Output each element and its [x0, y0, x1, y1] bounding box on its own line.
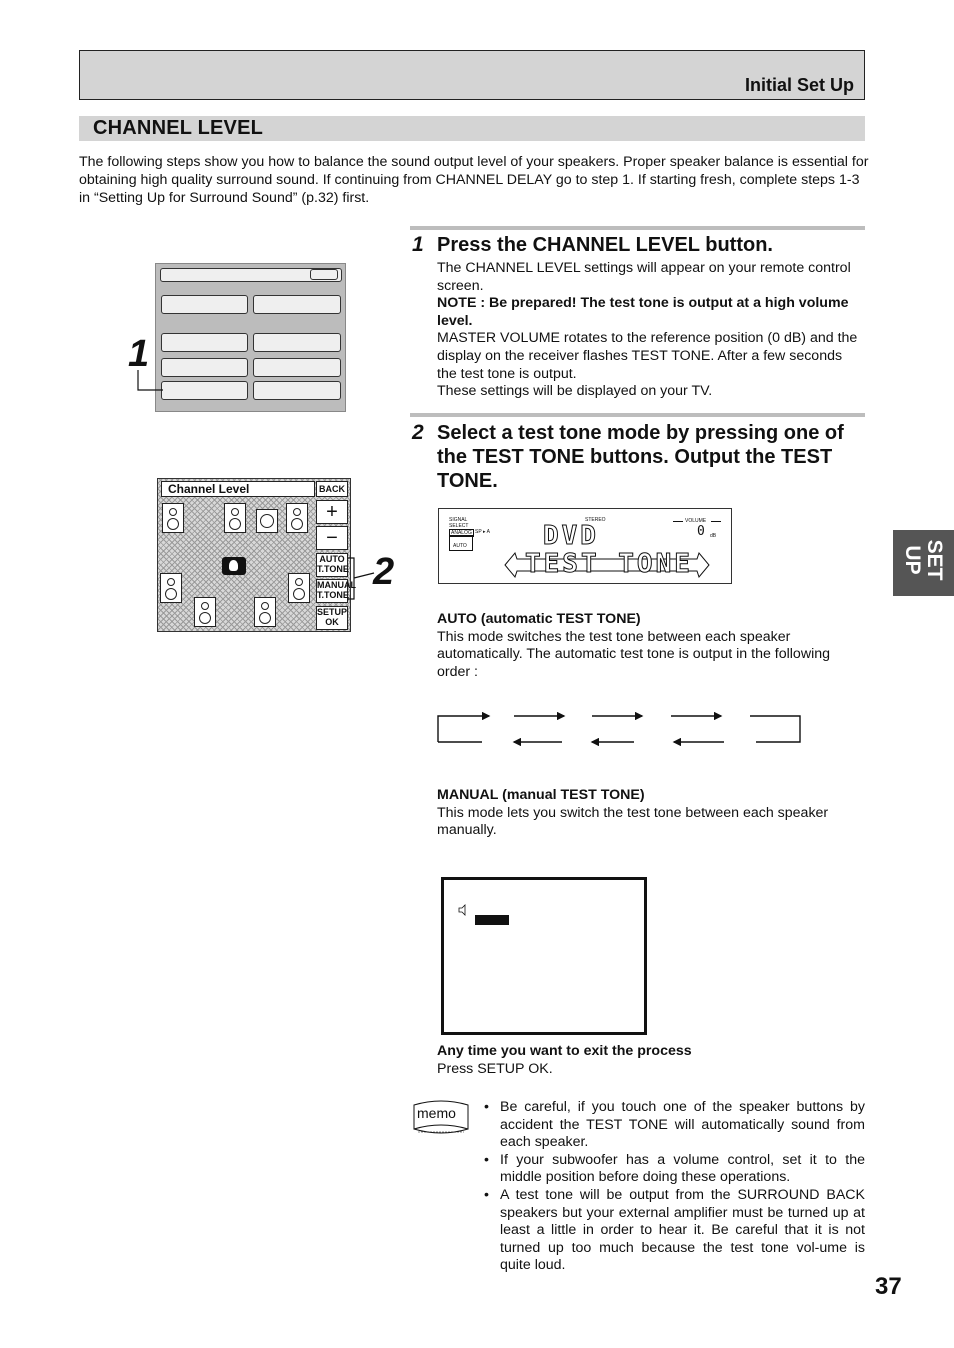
remote-button: [253, 295, 341, 314]
lcd-analog: ANALOG: [451, 530, 472, 536]
auto-heading: AUTO (automatic TEST TONE): [437, 611, 641, 627]
auto-label-1: AUTO: [319, 554, 345, 564]
memo-item: • Be careful, if you touch one of the speaker buttons by accident the TEST TONE will automatically sound from each speaker.: [484, 1099, 865, 1152]
channel-level-button: [161, 381, 248, 400]
speaker-small-icon: [458, 904, 468, 916]
setup-label-2: OK: [325, 617, 339, 627]
intro-text: The following steps show you how to balance the sound output level of your speakers. Proper speaker balance is essential for obtaining high quality surround sound. If continuing from CHANNEL DELAY go to step 1. If starting fresh, complete steps 1-3 in “Setting Up for Surround Sound” (p.32) first.: [79, 154, 869, 206]
screen-title: Channel Level: [168, 482, 250, 496]
tv-screen-illustration: [441, 877, 647, 1035]
side-tab-setup: [893, 530, 954, 596]
setup-ok-button: [316, 606, 348, 630]
speaker-icon: [288, 573, 310, 603]
minus-button: −: [316, 526, 348, 550]
screen-title-bar: [161, 481, 315, 497]
manual-section: [437, 787, 865, 840]
memo-item: • If your subwoofer has a volume control, set it to the middle position before doing these operations.: [484, 1152, 865, 1187]
remote-button: [161, 358, 248, 377]
receiver-display: [438, 508, 732, 584]
step1-body: [437, 260, 865, 401]
section-title: CHANNEL LEVEL: [93, 117, 264, 139]
speaker-icon: [286, 503, 308, 533]
memo-list: [484, 1099, 865, 1275]
manual-label-1: MANUAL: [317, 580, 356, 590]
manual-text: This mode lets you switch the test tone between each speaker manually.: [437, 804, 829, 839]
speaker-icon: [160, 573, 182, 603]
lcd-auto: AUTO: [453, 543, 467, 549]
memo-item: • A test tone will be output from the SURROUND BACK speakers but your external amplifier must be turned up at least a little in order to hear it. Be careful that it is not turned up too much because the test tone vol-ume is quite loud.: [484, 1187, 865, 1275]
manual-test-tone-button: [316, 579, 356, 603]
auto-label-2: T.TONE: [317, 564, 349, 574]
manual-heading: MANUAL (manual TEST TONE): [437, 787, 645, 803]
step1-p2: MASTER VOLUME rotates to the reference position (0 dB) and the display on the receiver flashes TEST TONE. After a few seconds the test tone is output.: [437, 330, 858, 382]
page-number: 37: [875, 1273, 902, 1300]
step1-p3: These settings will be displayed on your TV.: [437, 383, 713, 400]
exit-text: Press SETUP OK.: [437, 1060, 553, 1077]
step1-title: Press the CHANNEL LEVEL button.: [437, 234, 773, 256]
lcd-db: dB: [710, 533, 717, 539]
step2-rule: [410, 413, 865, 417]
setup-label-1: SETUP: [317, 607, 348, 617]
speaker-icon: [224, 503, 246, 533]
step1-note: NOTE : Be prepared! The test tone is output at a high volume level.: [437, 295, 849, 329]
exit-section: [437, 1043, 865, 1078]
callout-2: 2: [373, 551, 395, 593]
remote-button: [253, 333, 341, 352]
memo-icon: [412, 1099, 470, 1135]
lcd-line2: TEST TONE: [525, 549, 693, 579]
subwoofer-icon: [256, 509, 278, 533]
remote-button: [253, 381, 341, 400]
auto-text: This mode switches the test tone between each speaker automatically. The automatic test tone is output in the following order :: [437, 628, 831, 680]
speaker-icon: [254, 597, 276, 627]
step1-p1: The CHANNEL LEVEL settings will appear on your remote control screen.: [437, 260, 851, 294]
memo-label: memo: [417, 1105, 456, 1121]
lcd-signal-select: SIGNAL SELECT: [449, 517, 469, 529]
exit-heading: Any time you want to exit the process: [437, 1043, 692, 1059]
listener-icon: [222, 557, 246, 575]
side-tab-label: SET UP: [901, 539, 946, 581]
step2-number: 2: [412, 421, 424, 444]
callout-2-brace: [346, 555, 376, 605]
callout-1-line: [135, 370, 165, 400]
remote-button: [161, 295, 248, 314]
header-bar: [79, 50, 865, 100]
lcd-volume-value: 0: [697, 524, 705, 539]
lcd-stereo: STEREO: [585, 517, 606, 523]
step1-number: 1: [412, 233, 424, 256]
remote-small-button: [310, 269, 338, 280]
auto-test-tone-button: [316, 553, 348, 577]
lcd-sp: SP ▸ A: [475, 529, 490, 535]
manual-label-2: T.TONE: [317, 590, 349, 600]
test-tone-order-diagram: [434, 706, 806, 748]
channel-level-screen: [157, 478, 356, 632]
level-bar: [475, 915, 509, 925]
lcd-line1: DVD: [543, 521, 599, 551]
speaker-icon: [194, 597, 216, 627]
section-bar: [79, 116, 865, 141]
remote-control-illustration: [155, 263, 346, 412]
plus-button: +: [316, 500, 348, 524]
step2-title: Select a test tone mode by pressing one of the TEST TONE buttons. Output the TEST TONE.: [437, 422, 844, 492]
remote-button: [253, 358, 341, 377]
auto-section: [437, 611, 865, 681]
step1-rule: [410, 226, 865, 230]
lcd-volume: VOLUME: [685, 518, 707, 524]
remote-button: [161, 333, 248, 352]
speaker-icon: [162, 503, 184, 533]
header-title: Initial Set Up: [744, 75, 854, 95]
callout-1: 1: [128, 333, 150, 375]
back-button: BACK: [316, 481, 348, 497]
